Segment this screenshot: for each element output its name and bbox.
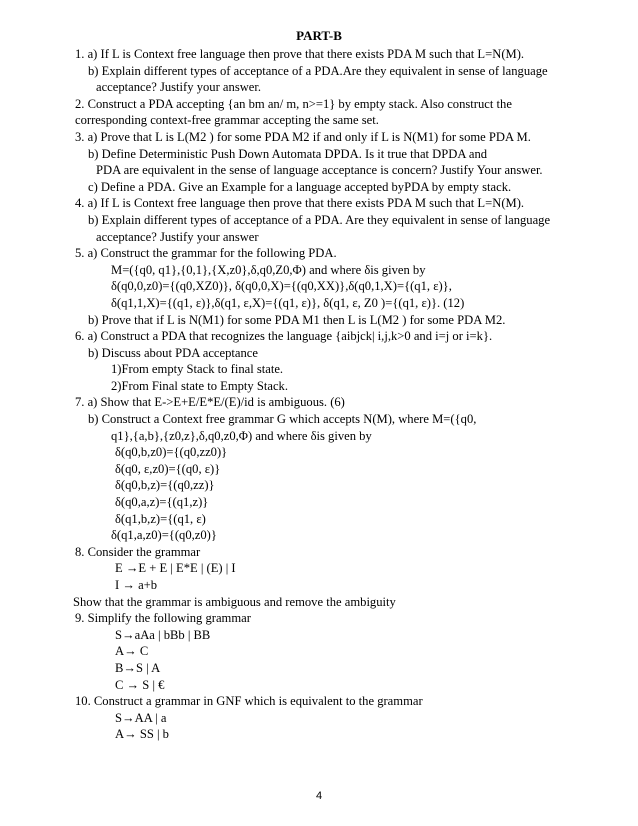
q7a-line: 7. a) Show that E->E+E/E*E/(E)/id is ambiguous. (6) (75, 395, 345, 410)
q5a-line: 5. a) Construct the grammar for the following PDA. (75, 246, 337, 261)
q6b-item-2: 2)From Final state to Empty Stack. (111, 378, 288, 393)
q8-grammar-rule-2: I → a+b (115, 578, 158, 592)
q1b-line: b) Explain different types of acceptance of a PDA.Are they equivalent in sense of language (88, 63, 548, 78)
q1b-line-cont: acceptance? Justify your answer. (96, 80, 262, 95)
q7b-transition-4: δ(q0,a,z)={(q1,z)} (115, 495, 209, 510)
q3a-line: 3. a) Prove that L is L(M2 ) for some PDA M2 if and only if L is N(M1) for some PDA M. (75, 129, 531, 144)
q8-grammar-rule-1: E →E + E | E*E | (E) | I (115, 561, 236, 576)
q3c-line: c) Define a PDA. Give an Example for a language accepted byPDA by empty stack. (88, 179, 512, 194)
q9-grammar-rule-2: A→ C (115, 644, 149, 659)
q10-grammar-rule-2: A→ SS | b (115, 727, 169, 742)
q1a-line: 1. a) If L is Context free language then prove that there exists PDA M such that L=N(M). (75, 47, 525, 61)
q10-grammar-rule-1: S→AA | a (115, 710, 167, 725)
q7b-transition-5: δ(q1,b,z)={(q1, ε) (115, 511, 206, 526)
q7b-transition-3: δ(q0,b,z)={(q0,zz)} (115, 478, 215, 493)
q7b-transition-1: δ(q0,b,z0)={(q0,zz0)} (115, 445, 228, 460)
q3b-line-cont: PDA are equivalent in the sense of language acceptance is concern? Justify Your answer. (96, 163, 543, 178)
q2-line-cont: corresponding context-free grammar accepting the same set. (75, 113, 379, 128)
q9-grammar-rule-4: C → S | € (115, 677, 165, 692)
q6b-line: b) Discuss about PDA acceptance (88, 345, 258, 360)
q4b-line-cont: acceptance? Justify your answer (96, 229, 259, 244)
q7b-transition-6: δ(q1,a,z0)={(q0,z0)} (111, 528, 217, 543)
q5a-pda-definition: M=({q0, q1},{0,1},{X,z0},δ,q0,Z0,Φ) and where δis given by (111, 262, 426, 277)
q2-line: 2. Construct a PDA accepting {an bm an/ m, n>=1} by empty stack. Also construct the (75, 96, 512, 111)
q4b-line: b) Explain different types of acceptance of a PDA. Are they equivalent in sense of language (88, 212, 551, 227)
q7b-transition-2: δ(q0, ε,z0)={(q0, ε)} (115, 461, 221, 476)
question-list (0, 46, 638, 743)
q3b-line: b) Define Deterministic Push Down Automata DPDA. Is it true that DPDA and (88, 146, 488, 161)
q6a-line: 6. a) Construct a PDA that recognizes the language {aibjck| i,j,k>0 and i=j or i=k}. (75, 329, 493, 344)
q8-line: 8. Consider the grammar (75, 544, 201, 559)
q9-grammar-rule-3: B→S | A (115, 660, 161, 675)
q6b-item-1: 1)From empty Stack to final state. (111, 362, 284, 377)
section-heading: PART-B (296, 28, 342, 43)
q5b-line: b) Prove that if L is N(M1) for some PDA M1 then L is L(M2 ) for some PDA M2. (88, 312, 506, 327)
q5a-transitions-1: δ(q0,0,z0)={(q0,XZ0)}, δ(q0,0,X)={(q0,XX)},δ(q0,1,X)={(q1, ε)}, (111, 279, 452, 294)
q9-line: 9. Simplify the following grammar (75, 611, 251, 626)
q10-line: 10. Construct a grammar in GNF which is equivalent to the grammar (75, 694, 423, 709)
q8-instruction: Show that the grammar is ambiguous and remove the ambiguity (73, 594, 396, 609)
q4a-line: 4. a) If L is Context free language then prove that there exists PDA M such that L=N(M). (75, 196, 525, 211)
q7b-line: b) Construct a Context free grammar G which accepts N(M), where M=({q0, (88, 412, 477, 427)
q9-grammar-rule-1: S→aAa | bBb | BB (115, 627, 211, 642)
page-number: 4 (315, 790, 323, 802)
q5a-transitions-2: δ(q1,1,X)={(q1, ε)},δ(q1, ε,X)={(q1, ε)}, δ(q1, ε, Z0 )={(q1, ε)}. (12) (111, 295, 465, 310)
q7b-line-cont: q1},{a,b},{z0,z},δ,q0,z0,Φ) and where δis given by (111, 428, 372, 443)
